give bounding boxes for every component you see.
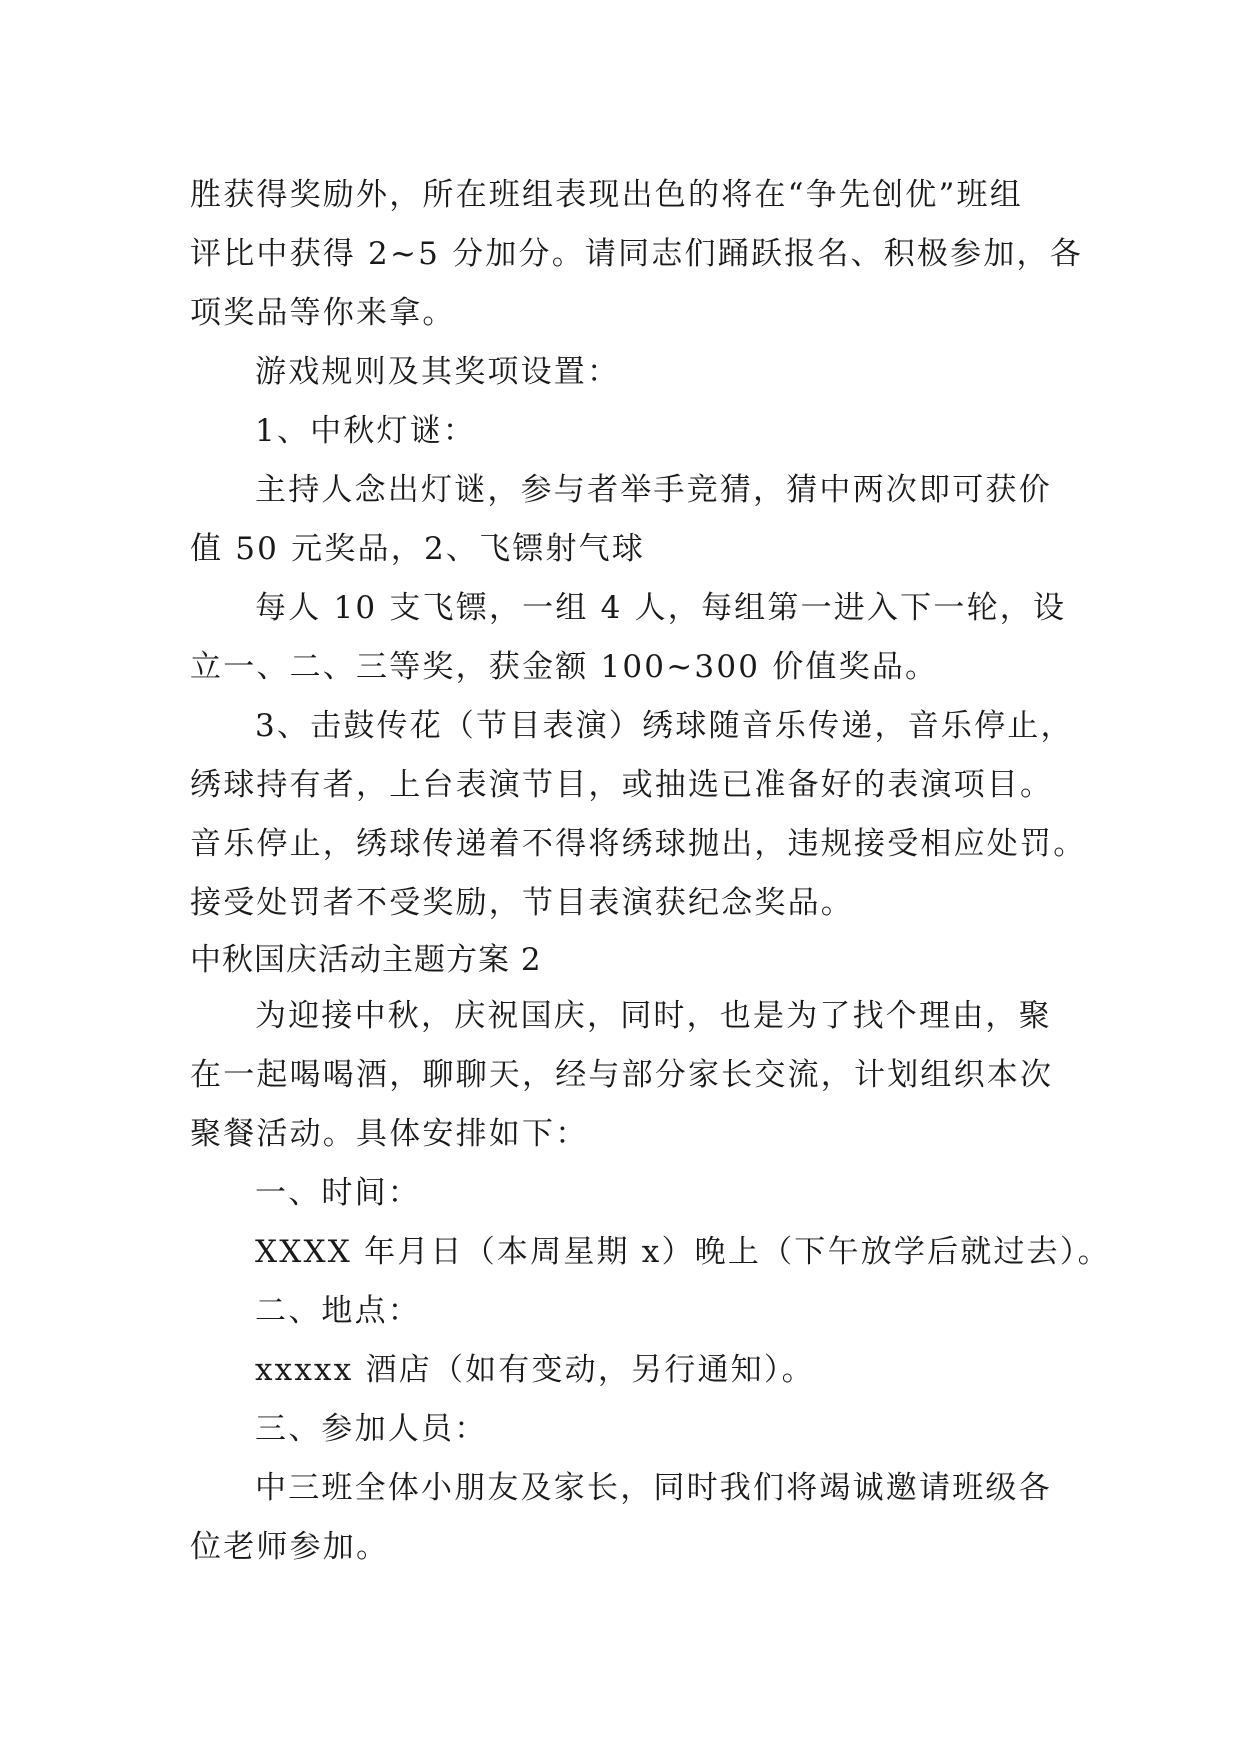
document-body [190,166,1111,1577]
paragraph-line: 3、击鼓传花（节目表演）绣球随音乐传递，音乐停止， [255,708,1074,744]
section-heading: 中秋国庆活动主题方案 2 [190,942,542,978]
paragraph-line: 在一起喝喝酒，聊聊天，经与部分家长交流，计划组织本次 [190,1057,1054,1093]
paragraph-line: 值 50 元奖品，2、飞镖射气球 [190,531,646,567]
item-title: 三、参加人员： [255,1411,488,1447]
item-title: 二、地点： [255,1293,421,1329]
paragraph-line: 聚餐活动。具体安排如下： [190,1116,589,1152]
paragraph-line: 立一、二、三等奖，获金额 100~300 价值奖品。 [190,649,939,685]
paragraph-line: 主持人念出灯谜，参与者举手竞猜，猜中两次即可获价 [255,472,1052,508]
paragraph-line: 每人 10 支飞镖，一组 4 人，每组第一进入下一轮，设 [255,590,1067,626]
paragraph-line: 位老师参加。 [190,1529,390,1565]
paragraph-line: 项奖品等你来拿。 [190,295,456,331]
paragraph-line: 绣球持有者，上台表演节目，或抽选已准备好的表演项目。 [190,767,1054,803]
item-title: 一、时间： [255,1175,421,1211]
paragraph-line: XXXX 年月日（本周星期 x）晚上（下午放学后就过去）。 [255,1234,1111,1270]
item-title: 1、中秋灯谜： [255,413,477,449]
paragraph-line: 接受处罚者不受奖励，节目表演获纪念奖品。 [190,885,854,921]
section-label: 游戏规则及其奖项设置： [255,354,621,390]
paragraph-line: 音乐停止，绣球传递着不得将绣球抛出，违规接受相应处罚。 [190,826,1087,862]
paragraph-line: 中三班全体小朋友及家长，同时我们将竭诚邀请班级各 [255,1470,1052,1506]
paragraph-line: xxxxx 酒店（如有变动，另行通知）。 [255,1352,815,1388]
paragraph-line: 胜获得奖励外，所在班组表现出色的将在“争先创优”班组 [190,177,1023,213]
paragraph-line: 评比中获得 2~5 分加分。请同志们踊跃报名、积极参加，各 [190,236,1083,272]
paragraph-line: 为迎接中秋，庆祝国庆，同时，也是为了找个理由，聚 [255,998,1052,1034]
